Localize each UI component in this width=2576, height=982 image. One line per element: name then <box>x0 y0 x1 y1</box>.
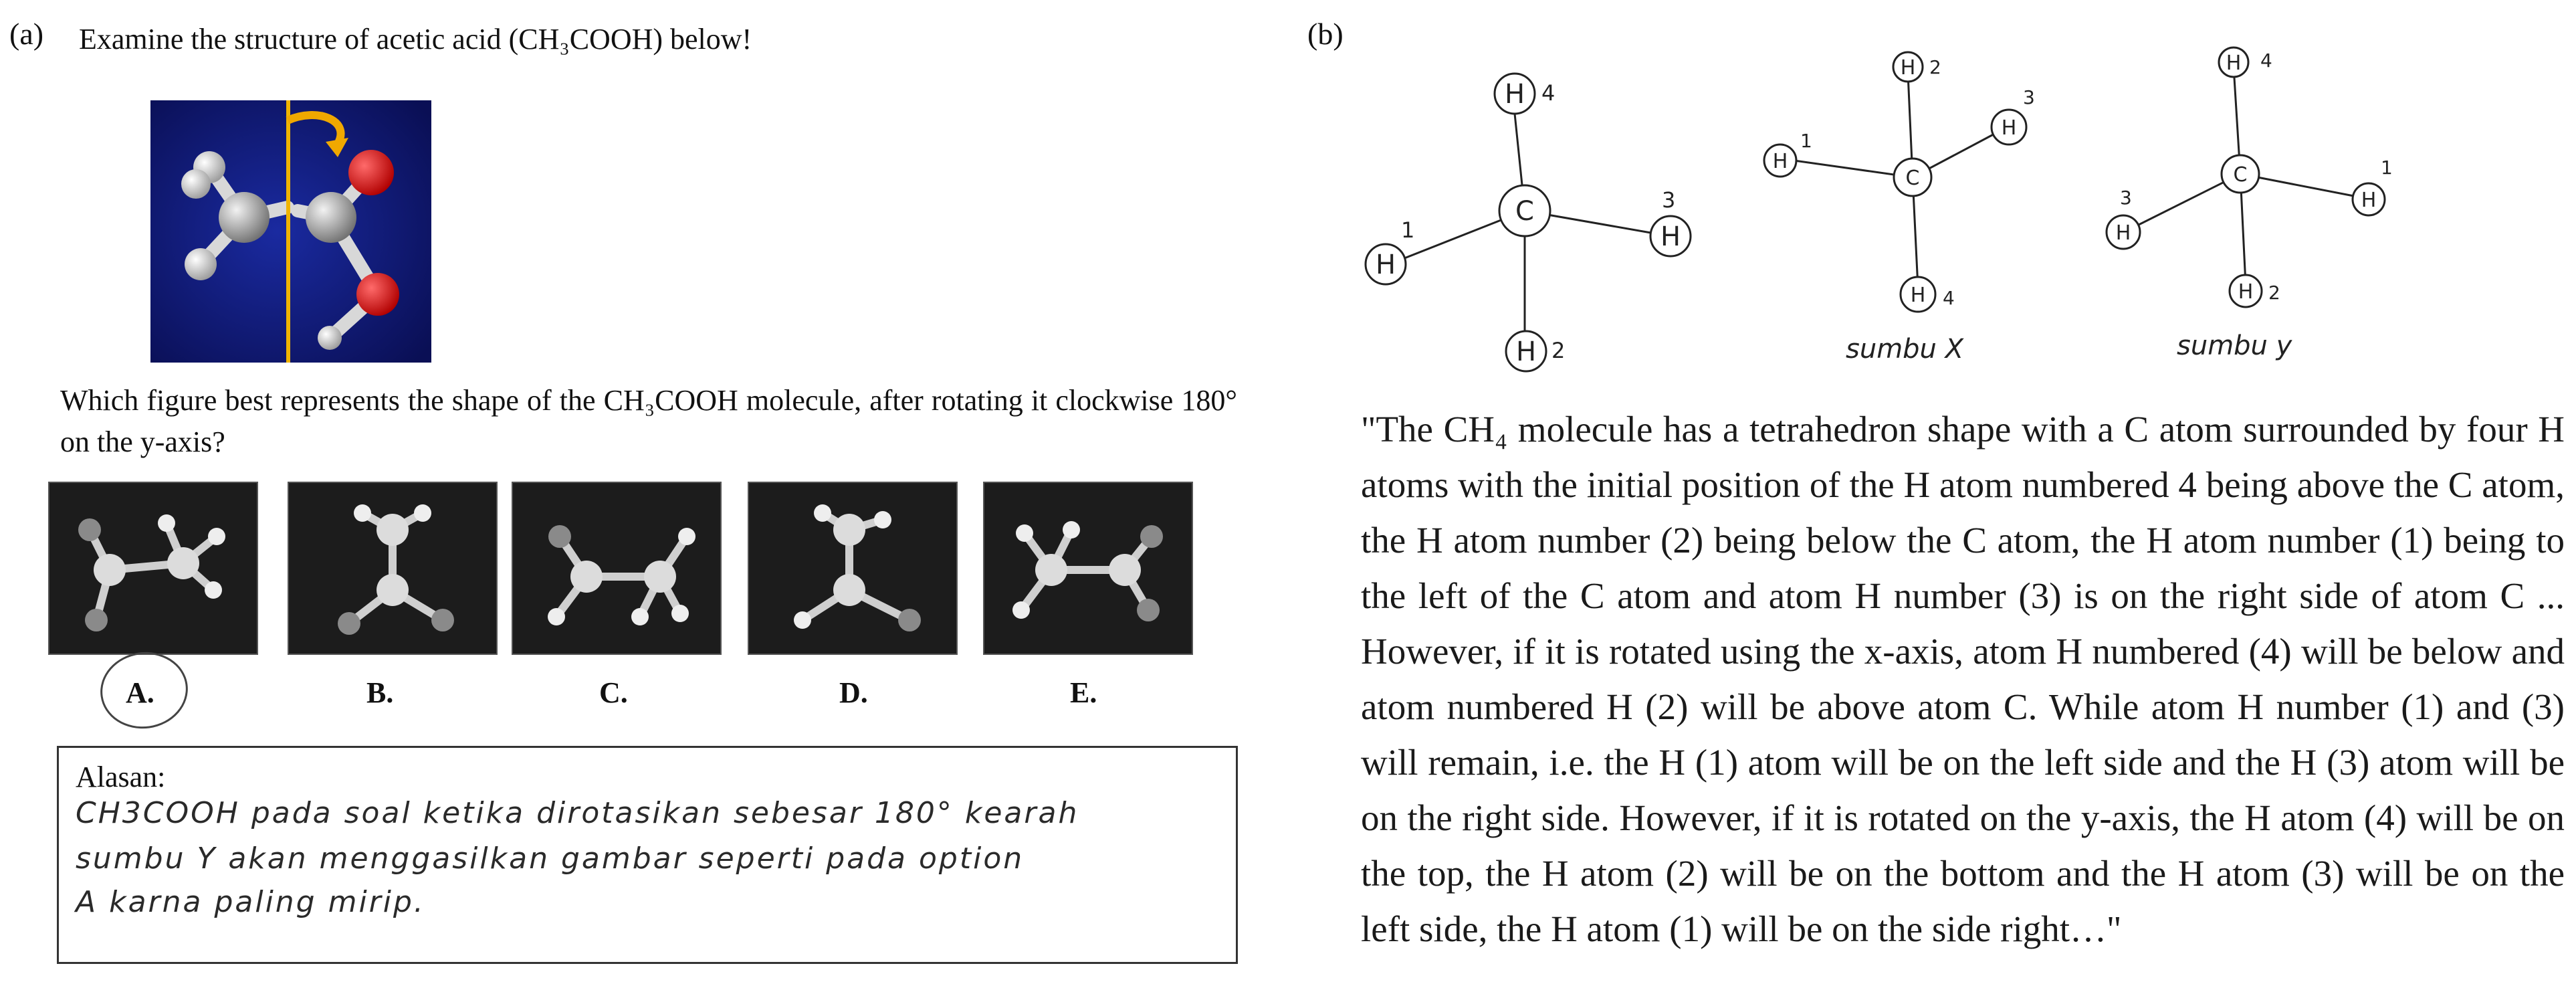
diagram-1-num-top: 4 <box>1541 80 1555 106</box>
diagram-1-h-top: H <box>1504 79 1525 110</box>
diagram-3-center: C <box>2233 163 2248 187</box>
question-text: Which figure best represents the shape of the CH₃COOH molecule, after rotating it clockwise 180° on the y-axis? <box>60 384 1237 458</box>
ch4-diagram-initial <box>1351 37 1725 385</box>
intro-text: Examine the structure of acetic acid (CH₃COOH) below! <box>79 23 752 56</box>
diagram-1-num-bottom: 2 <box>1551 338 1566 363</box>
panel-a-label: (a) <box>9 17 44 51</box>
diagram-2-num-bottom: 4 <box>1943 287 1955 309</box>
diagram-1-num-right: 3 <box>1662 187 1676 213</box>
option-label-e: E. <box>1070 676 1097 709</box>
diagram-2-h-right: H <box>2001 116 2017 140</box>
diagram-3-num-left: 3 <box>2120 187 2132 209</box>
diagram-2-caption: sumbu X <box>1846 334 1964 365</box>
option-photo-d <box>748 482 958 655</box>
reason-line-1: CH3COOH pada soal ketika dirotasikan sebesar 180° kearah <box>76 796 1079 830</box>
option-label-b: B. <box>366 676 394 709</box>
diagram-1-num-left: 1 <box>1401 217 1415 243</box>
option-photo-b <box>288 482 498 655</box>
diagram-3-h-top: H <box>2226 52 2242 75</box>
diagram-2-num-left: 1 <box>1800 130 1812 152</box>
reason-box <box>57 746 1238 964</box>
ch4-diagram-y-axis <box>2100 37 2461 385</box>
option-photo-e <box>983 482 1193 655</box>
reason-line-3: A karna paling mirip. <box>76 885 425 919</box>
diagram-2-center: C <box>1905 167 1920 190</box>
option-label-c: C. <box>599 676 628 709</box>
ch4-diagram-x-axis <box>1752 37 2100 385</box>
diagram-3-num-right: 1 <box>2381 157 2393 179</box>
student-quote: "The CH₄ molecule has a tetrahedron shape with a C atom surrounded by four H atoms with the initial position of the H atom numbered 4 being above the C atom, the H atom number (2) being below the C atom, the H atom number (1) being to the left of the C atom and atom H number (3) is on the right side of atom C ... However, if it is rotated using the x-axis, atom H numbered (4) will be below and atom numbered H (2) will be above atom C. While atom H number (1) and (3) will remain, i.e. the H (1) atom will be on the left side and the H (3) atom will be on the right side. However, if it is rotated on the y-axis, the H atom (4) will be on the top, the H atom (2) will be on the bottom and the H atom (3) will be on the left side, the H atom (1) will be on the side right…" <box>1361 409 2565 949</box>
reason-line-2: sumbu Y akan menggasilkan gambar seperti pada option <box>76 842 1025 876</box>
diagram-3-h-bottom: H <box>2238 280 2254 304</box>
option-photo-c <box>512 482 722 655</box>
diagram-3-num-bottom: 2 <box>2268 282 2280 304</box>
diagram-1-h-left: H <box>1375 250 1396 280</box>
acetic-acid-model <box>150 100 431 363</box>
diagram-1-h-bottom: H <box>1515 336 1537 367</box>
diagram-2-h-left: H <box>1772 150 1788 173</box>
diagram-2-h-bottom: H <box>1910 284 1926 307</box>
diagram-1-h-right: H <box>1660 221 1681 252</box>
answer-circle-mark <box>96 646 193 734</box>
option-label-d: D. <box>839 676 868 709</box>
option-photo-a <box>48 482 258 655</box>
diagram-1-center: C <box>1515 196 1534 227</box>
diagram-2-num-right: 3 <box>2023 86 2035 108</box>
diagram-2-h-top: H <box>1900 56 1916 80</box>
option-label-a: A. <box>126 676 154 709</box>
diagram-3-h-right: H <box>2361 189 2377 212</box>
diagram-2-num-top: 2 <box>1929 56 1941 78</box>
panel-b-label: (b) <box>1307 17 1344 51</box>
diagram-3-caption: sumbu y <box>2177 330 2292 361</box>
diagram-3-h-left: H <box>2115 221 2131 245</box>
diagram-3-num-top: 4 <box>2260 50 2272 72</box>
reason-heading: Alasan: <box>76 761 166 793</box>
